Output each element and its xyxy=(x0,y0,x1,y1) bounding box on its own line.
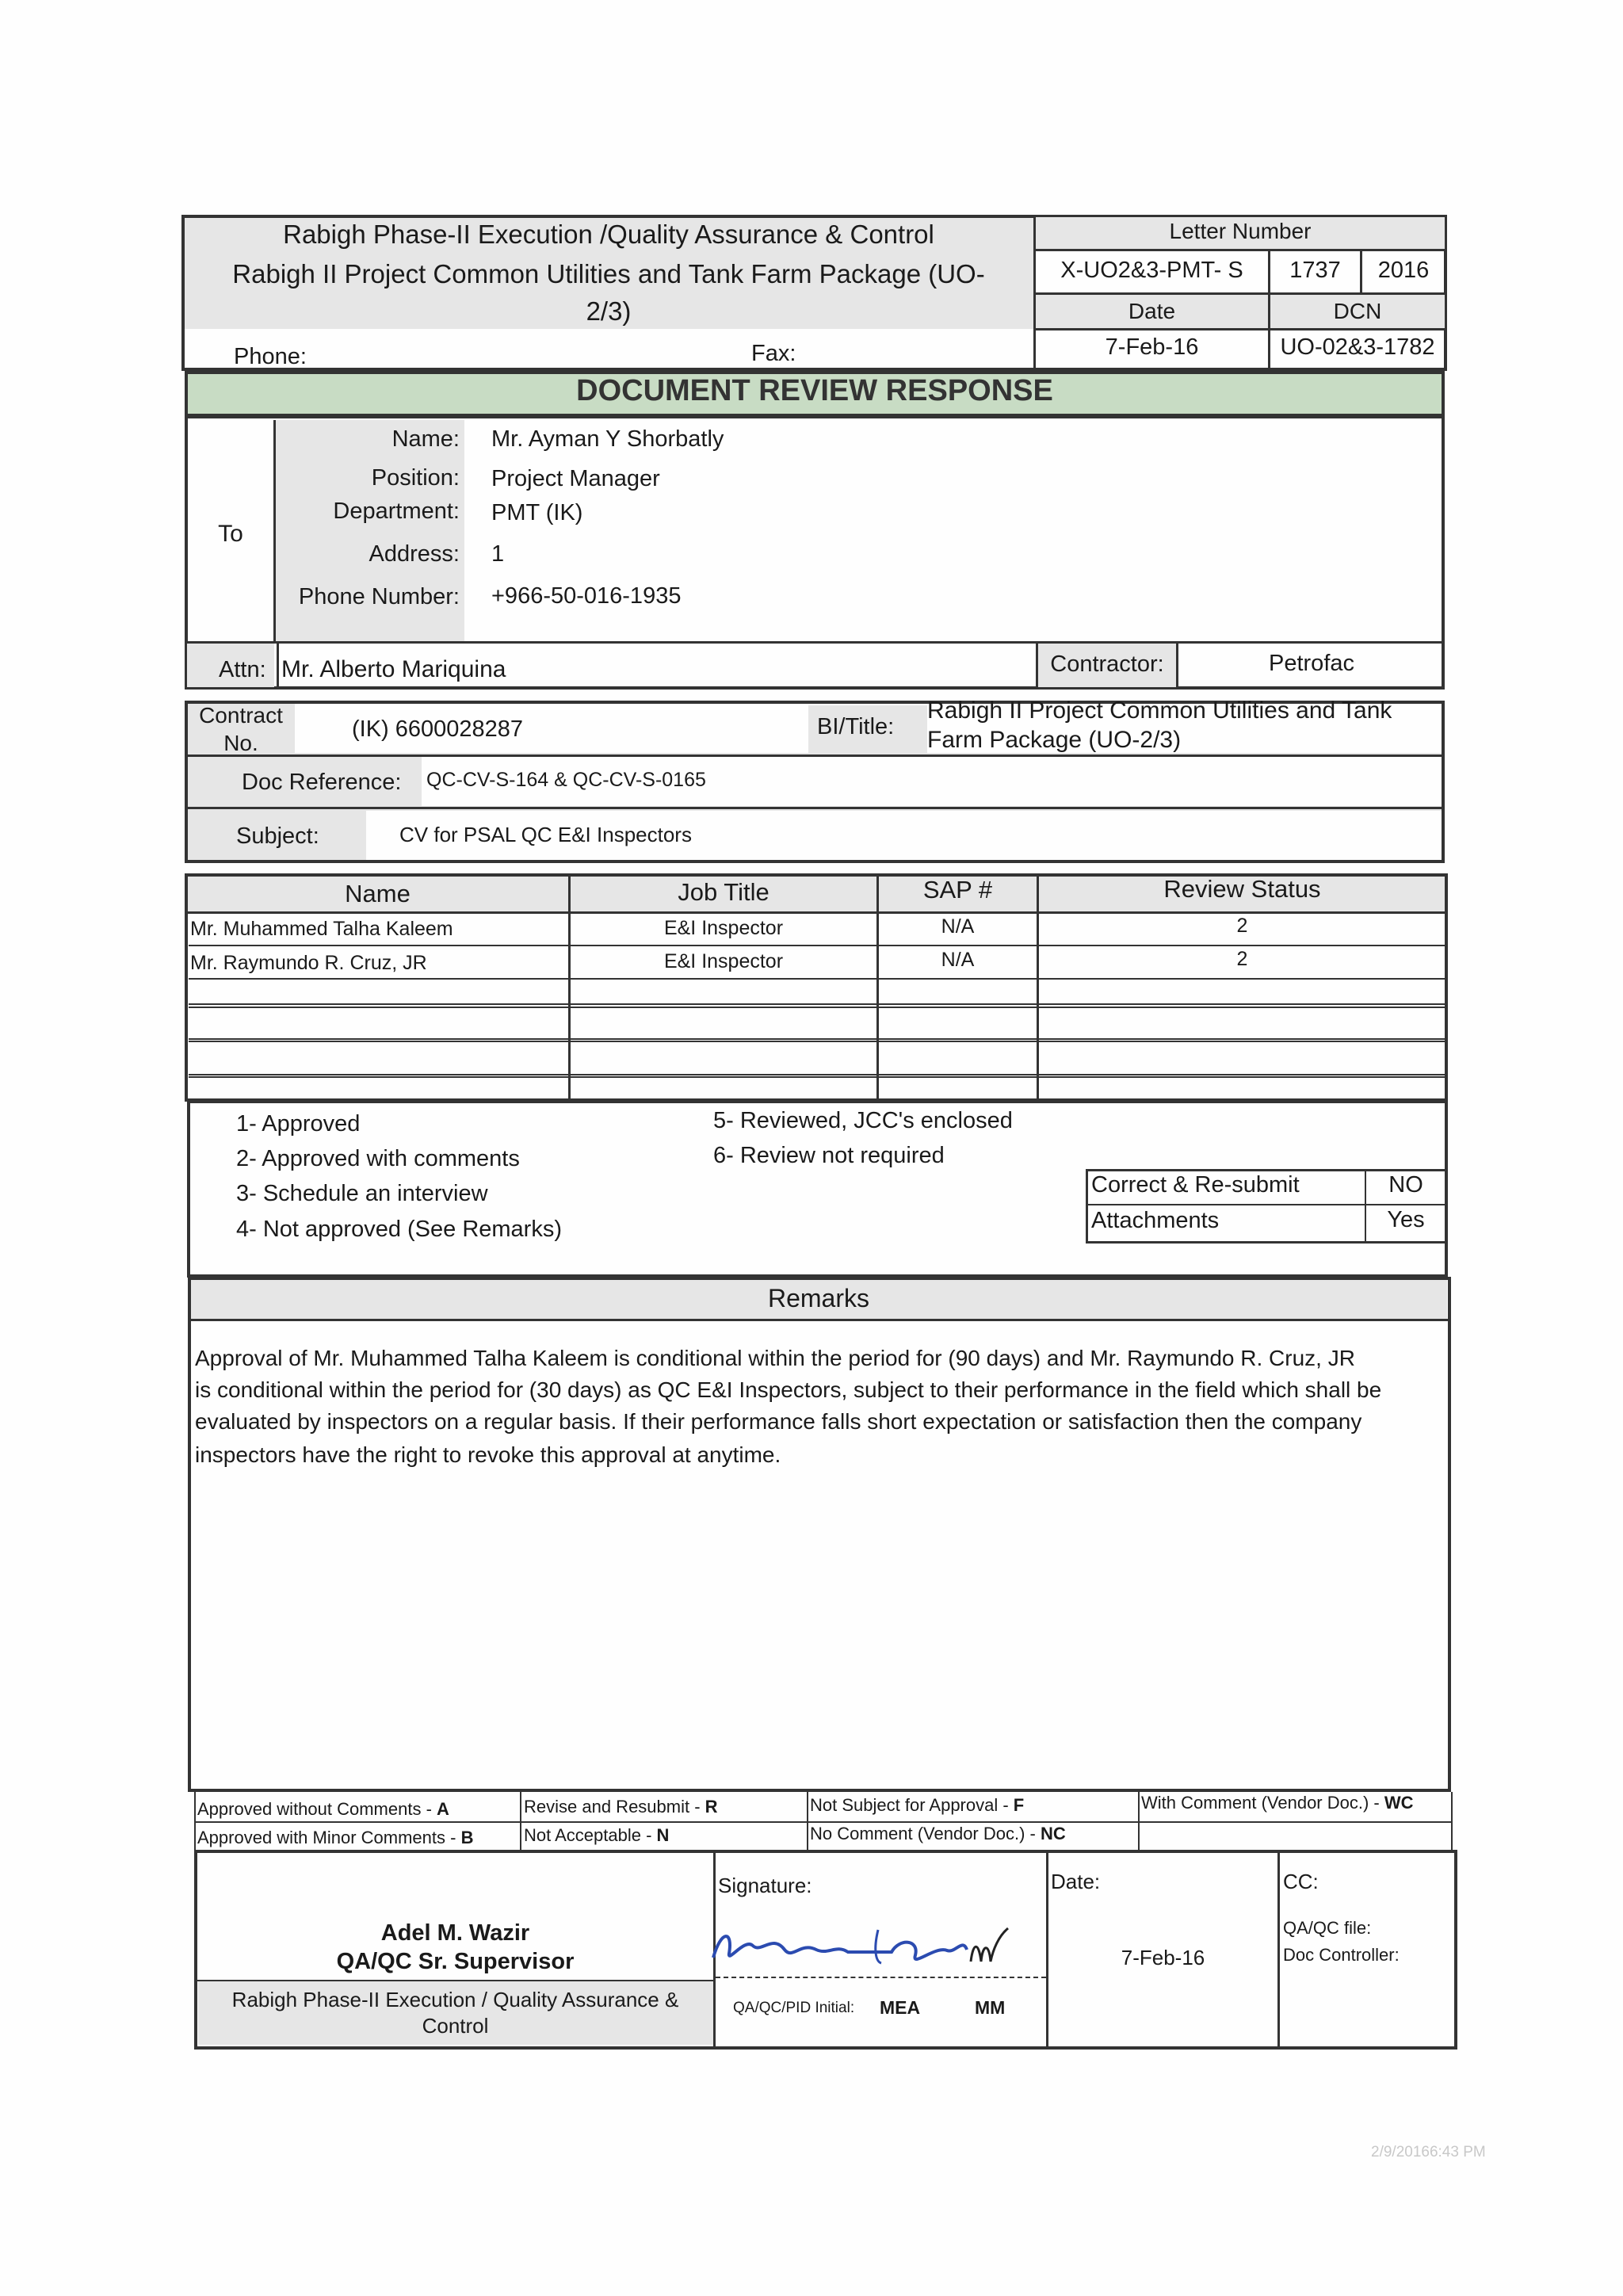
cell-review-status: 2 xyxy=(1236,948,1248,970)
letter-prefix: X-UO2&3-PMT- S xyxy=(1060,258,1243,283)
contract-value: (IK) 6600028287 xyxy=(352,716,524,742)
legend-item-5: 5- Reviewed, JCC's enclosed xyxy=(713,1108,1013,1133)
code-r xyxy=(524,1797,718,1817)
signer-role: QA/QC Sr. Supervisor xyxy=(336,1949,575,1974)
attn-value: Mr. Alberto Mariquina xyxy=(281,656,506,682)
col-header-sap: SAP # xyxy=(922,876,993,904)
signer-name: Adel M. Wazir xyxy=(380,1920,530,1946)
cc-line-2: Doc Controller: xyxy=(1283,1945,1400,1965)
handwritten-signature xyxy=(697,1914,1046,1977)
dcn-label: DCN xyxy=(1333,299,1382,323)
remarks-line-1: Approval of Mr. Muhammed Talha Kaleem is conditional within the period for (90 days) and Mr. Raymundo R. Cruz, JR xyxy=(195,1346,1355,1370)
code-wc-letter: WC xyxy=(1384,1793,1414,1813)
org-name-line1: Rabigh Phase-II Execution /Quality Assurance & Control xyxy=(283,220,934,249)
bi-title-line2: Farm Package (UO-2/3) xyxy=(927,727,1182,753)
bi-title-label: BI/Title: xyxy=(817,714,895,739)
code-n-text: Not Acceptable - xyxy=(524,1825,657,1845)
signer-org-line2: Control xyxy=(422,2014,489,2038)
initial-mm: MM xyxy=(975,1997,1006,2018)
phone-number-value: +966-50-016-1935 xyxy=(491,583,682,609)
remarks-line-3: evaluated by inspectors on a regular basis. If their performance falls short expectation or satisfaction then the company xyxy=(195,1409,1362,1434)
cell-name: Mr. Muhammed Talha Kaleem xyxy=(190,918,453,940)
initial-mea: MEA xyxy=(880,1997,921,2018)
position-value: Project Manager xyxy=(491,466,660,491)
subject-label: Subject: xyxy=(236,823,319,849)
name-value: Mr. Ayman Y Shorbatly xyxy=(491,426,724,452)
org-name-line3: 2/3) xyxy=(586,296,632,326)
attn-label: Attn: xyxy=(219,657,266,682)
scan-timestamp: 2/9/20166:43 PM xyxy=(1371,2144,1486,2160)
code-nc-letter: NC xyxy=(1040,1824,1066,1843)
date-value: 7-Feb-16 xyxy=(1105,334,1199,360)
legend-item-3: 3- Schedule an interview xyxy=(236,1181,488,1206)
doc-ref-label: Doc Reference: xyxy=(242,770,402,795)
contract-label-2: No. xyxy=(223,731,258,755)
legend-item-1: 1- Approved xyxy=(236,1111,361,1137)
cell-sap: N/A xyxy=(941,915,975,938)
code-f-letter: F xyxy=(1013,1795,1025,1815)
code-r-text: Revise and Resubmit - xyxy=(524,1797,705,1817)
code-b-text: Approved with Minor Comments - xyxy=(197,1828,461,1847)
doc-ref-value: QC-CV-S-164 & QC-CV-S-0165 xyxy=(426,769,706,791)
cell-name: Mr. Raymundo R. Cruz, JR xyxy=(190,952,427,974)
code-wc xyxy=(1141,1793,1414,1813)
cell-sap: N/A xyxy=(941,949,975,971)
code-b xyxy=(197,1828,473,1848)
col-header-review-status: Review Status xyxy=(1163,875,1321,903)
cell-review-status: 2 xyxy=(1236,915,1248,937)
address-value: 1 xyxy=(491,541,505,567)
legend-item-6: 6- Review not required xyxy=(713,1143,945,1168)
contract-label-1: Contract xyxy=(199,703,283,728)
signature-label: Signature: xyxy=(718,1874,812,1897)
document-title: DOCUMENT REVIEW RESPONSE xyxy=(576,374,1053,407)
code-a-letter: A xyxy=(437,1799,449,1819)
legend-item-4: 4- Not approved (See Remarks) xyxy=(236,1217,562,1242)
remarks-line-2: is conditional within the period for (30 days) as QC E&I Inspectors, subject to their performance in the field which shall be xyxy=(195,1377,1382,1402)
dcn-value: UO-02&3-1782 xyxy=(1280,334,1435,360)
signoff-date-value: 7-Feb-16 xyxy=(1121,1946,1205,1969)
correct-resubmit-label: Correct & Re-submit xyxy=(1091,1172,1300,1198)
initials-label: QA/QC/PID Initial: xyxy=(733,2000,855,2016)
col-header-job-title: Job Title xyxy=(678,878,769,906)
bi-title-line1: Rabigh II Project Common Utilities and Tank xyxy=(927,697,1392,724)
contractor-label: Contractor: xyxy=(1050,651,1164,677)
contractor-value: Petrofac xyxy=(1269,651,1354,676)
code-nc-text: No Comment (Vendor Doc.) - xyxy=(810,1824,1041,1843)
attachments-value: Yes xyxy=(1387,1207,1425,1232)
signoff-date-label: Date: xyxy=(1051,1870,1101,1893)
letter-number-label: Letter Number xyxy=(1169,219,1312,243)
cc-line-1: QA/QC file: xyxy=(1283,1918,1372,1938)
attachments-label: Attachments xyxy=(1091,1208,1220,1233)
code-a xyxy=(197,1799,449,1820)
phone-number-label: Phone Number: xyxy=(298,584,460,609)
cell-job-title: E&I Inspector xyxy=(663,917,784,939)
code-b-letter: B xyxy=(460,1828,474,1847)
department-value: PMT (IK) xyxy=(491,500,583,525)
code-f-text: Not Subject for Approval - xyxy=(810,1795,1014,1815)
name-label: Name: xyxy=(391,426,460,452)
remarks-title: Remarks xyxy=(767,1284,869,1312)
code-n xyxy=(524,1825,669,1846)
department-label: Department: xyxy=(333,499,460,524)
cell-job-title: E&I Inspector xyxy=(663,950,784,972)
org-name-line2: Rabigh II Project Common Utilities and Tank Farm Package (UO- xyxy=(232,259,985,288)
code-f xyxy=(810,1795,1024,1816)
legend-item-2: 2- Approved with comments xyxy=(236,1146,520,1171)
date-label: Date xyxy=(1128,299,1176,323)
signer-org-line1: Rabigh Phase-II Execution / Quality Assurance & xyxy=(231,1988,679,2011)
position-label: Position: xyxy=(371,465,460,491)
cc-label: CC: xyxy=(1283,1870,1319,1893)
code-r-letter: R xyxy=(705,1797,718,1817)
subject-value: CV for PSAL QC E&I Inspectors xyxy=(399,823,692,846)
address-label: Address: xyxy=(369,541,460,567)
code-a-text: Approved without Comments - xyxy=(197,1799,437,1819)
code-n-letter: N xyxy=(656,1825,670,1845)
code-nc xyxy=(810,1824,1066,1844)
letter-year: 2016 xyxy=(1377,258,1430,283)
fax-label: Fax: xyxy=(751,341,796,366)
remarks-line-4: inspectors have the right to revoke this approval at anytime. xyxy=(195,1442,781,1467)
to-label: To xyxy=(218,521,243,547)
correct-resubmit-value: NO xyxy=(1388,1172,1423,1198)
code-wc-text: With Comment (Vendor Doc.) - xyxy=(1141,1793,1384,1813)
col-header-name: Name xyxy=(345,880,411,907)
letter-seq: 1737 xyxy=(1289,258,1341,283)
phone-label: Phone: xyxy=(234,344,307,369)
